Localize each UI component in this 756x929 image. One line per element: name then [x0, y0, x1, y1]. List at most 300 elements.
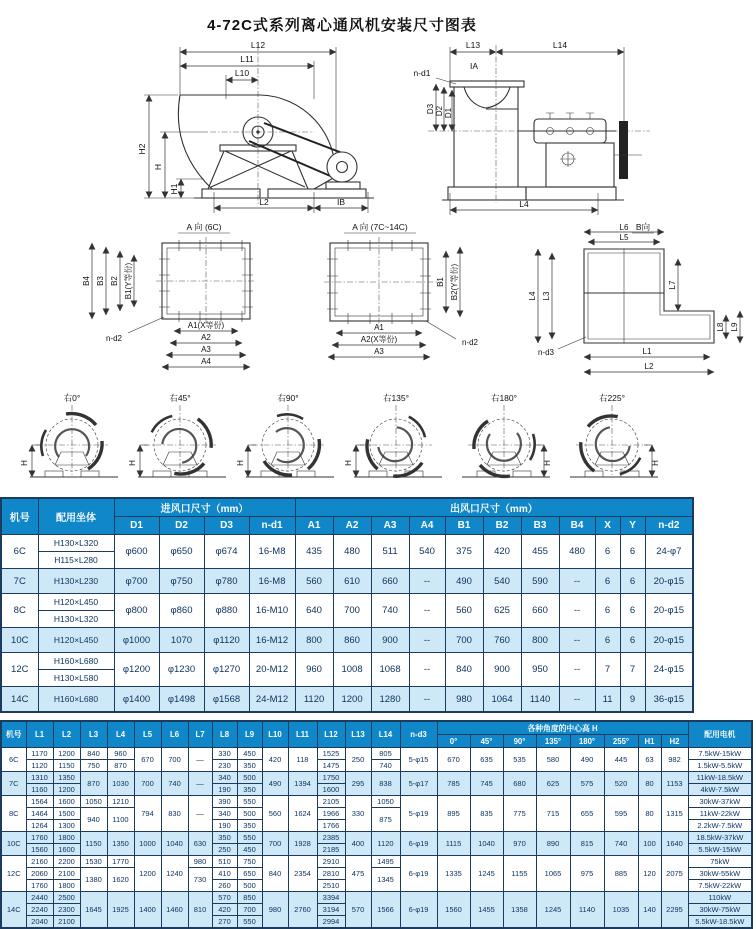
dim-label-l1: L1: [642, 347, 652, 356]
dimension-cell: 2100: [53, 868, 80, 880]
dimension-cell: 1140: [570, 892, 604, 929]
dimension-cell: 1335: [437, 856, 470, 892]
dimension-cell: 9: [620, 687, 645, 713]
column-header: D1: [114, 517, 159, 535]
column-header: n-d2: [645, 517, 693, 535]
dimension-cell: 24-M12: [249, 687, 295, 713]
dimension-cell: 625: [483, 594, 521, 628]
dimension-cell: 1200: [333, 687, 371, 713]
dimension-cell: 550: [237, 796, 262, 808]
column-header: L1: [26, 721, 53, 748]
dimension-cell: 1380: [80, 868, 107, 892]
dimension-cell: 16-M8: [249, 569, 295, 594]
column-header: 进风口尺寸（mm）: [114, 498, 295, 517]
dimension-cell: 5.5kW-15kW: [688, 844, 752, 856]
dimension-cell: 1140: [521, 687, 559, 713]
dimension-cell: 1.5kW-5.5kW: [688, 760, 752, 772]
dimension-cell: 1560: [26, 844, 53, 856]
dimension-cell: 1770: [107, 856, 134, 868]
column-header: A2: [333, 517, 371, 535]
machine-id-cell: 7C: [1, 569, 38, 594]
dimension-cell: 575: [570, 772, 604, 796]
dimension-cell: 980: [445, 687, 483, 713]
dimension-cell: 7.5kW-15kW: [688, 748, 752, 760]
dimension-cell: 30kW-37kW: [688, 796, 752, 808]
dimension-cell: 1928: [288, 832, 317, 856]
dimension-cell: 1925: [107, 892, 134, 929]
dimension-cell: 740: [161, 772, 188, 796]
dimension-cell: 980: [262, 892, 288, 929]
column-header: L12: [317, 721, 345, 748]
dimension-cell: 1460: [161, 892, 188, 929]
dimension-cell: 6: [620, 594, 645, 628]
dimension-cell: 1065: [536, 856, 570, 892]
dimension-cell: 1150: [80, 832, 107, 856]
dimension-cell: 445: [604, 748, 638, 772]
column-header: B2: [483, 517, 521, 535]
dimension-cell: 794: [134, 796, 161, 832]
dim-label-a2: A2(X等份): [360, 335, 398, 344]
dimension-cell: 700: [237, 904, 262, 916]
dimension-cell: 1030: [107, 772, 134, 796]
dimension-cell: 63: [638, 748, 661, 772]
dimension-cell: 680: [503, 772, 536, 796]
dimension-cell: 1766: [317, 820, 345, 832]
dimension-cell: 110kW: [688, 892, 752, 904]
dimension-cell: 800: [295, 628, 333, 653]
dimension-cell: —: [188, 796, 212, 832]
dimension-cell: 16-M8: [249, 535, 295, 569]
dimension-cell: 1050: [371, 796, 400, 808]
machine-id-cell: 14C: [1, 892, 26, 929]
dim-label-ib: IB: [336, 197, 346, 207]
dimension-cell: 510: [212, 856, 237, 868]
dimension-cell: 580: [536, 748, 570, 772]
dimension-cell: 480: [333, 535, 371, 569]
dim-label-l4: L4: [528, 291, 537, 301]
machine-id-cell: 8C: [1, 796, 26, 832]
machine-id-cell: 6C: [1, 535, 38, 569]
dimension-cell: 840: [80, 748, 107, 760]
rotation-angle-label: 右135°: [382, 393, 410, 403]
dimension-cell: H120×L450: [38, 628, 114, 653]
dim-label-l2: L2: [644, 362, 654, 371]
dim-label-h2: H2: [137, 143, 147, 155]
machine-id-cell: 8C: [1, 594, 38, 628]
dimension-cell: --: [559, 653, 595, 687]
dimension-cell: 490: [445, 569, 483, 594]
column-header: L14: [371, 721, 400, 748]
dimension-cell: 750: [80, 760, 107, 772]
dimension-cell: --: [409, 594, 445, 628]
dimension-cell: φ1498: [159, 687, 204, 713]
dimension-cell: 1564: [26, 796, 53, 808]
dim-label-l8: L8: [716, 322, 725, 332]
dimension-cell: 420: [262, 748, 288, 772]
dimension-cell: 1100: [107, 808, 134, 832]
dimension-cell: 500: [237, 880, 262, 892]
dimension-cell: 625: [536, 772, 570, 796]
dim-label-h: H: [651, 460, 660, 466]
rotation-angle-label: 右0°: [63, 393, 81, 403]
dimension-cell: 2385: [317, 832, 345, 844]
dimension-cell: 2060: [26, 868, 53, 880]
dimension-cell: 700: [333, 594, 371, 628]
dimension-cell: 2994: [317, 916, 345, 929]
dimension-cell: φ600: [114, 535, 159, 569]
dimension-cell: 1064: [483, 687, 521, 713]
dimension-cell: 2440: [26, 892, 53, 904]
column-header: 各种角度的中心高 H: [437, 721, 688, 735]
dimension-cell: 1240: [161, 856, 188, 892]
dimension-cell: --: [559, 569, 595, 594]
column-header: L2: [53, 721, 80, 748]
dimension-cell: —: [188, 748, 212, 772]
dimension-cell: H120×L450: [38, 594, 114, 611]
column-header: L7: [188, 721, 212, 748]
dimension-cell: 550: [237, 832, 262, 844]
column-header: L10: [262, 721, 288, 748]
dimension-cell: 1210: [107, 796, 134, 808]
dimension-cell: 410: [212, 868, 237, 880]
dim-label-b2: B2: [110, 276, 119, 286]
dimension-cell: 511: [371, 535, 409, 569]
dimension-cell: 6-φ19: [400, 856, 437, 892]
dimension-cell: 595: [604, 796, 638, 832]
dimension-cell: 480: [559, 535, 595, 569]
dimension-cell: 660: [371, 569, 409, 594]
dimension-cell: 1115: [437, 832, 470, 856]
dimension-cell: 1500: [53, 808, 80, 820]
dimension-cell: --: [559, 628, 595, 653]
dimension-cell: 630: [188, 832, 212, 856]
dimension-cell: 390: [212, 796, 237, 808]
dimension-cell: 7.5kW-22kW: [688, 880, 752, 892]
dim-label-l5: L5: [619, 233, 629, 242]
installation-dimensions-table: [0, 720, 753, 929]
dimension-cell: 2295: [661, 892, 688, 929]
dimension-cell: 6: [620, 569, 645, 594]
dim-label-h1: H1: [169, 183, 179, 195]
column-header: L5: [134, 721, 161, 748]
dimension-cell: 560: [445, 594, 483, 628]
label-n-d2: n-d2: [105, 334, 123, 343]
dimension-cell: 635: [470, 748, 503, 772]
rotation-angle-label: 右180°: [490, 393, 518, 403]
dimension-cell: 550: [237, 916, 262, 929]
dimension-cell: 1040: [161, 832, 188, 856]
dimension-cell: 1464: [26, 808, 53, 820]
dimension-cell: H115×L280: [38, 552, 114, 569]
dimension-cell: 860: [333, 628, 371, 653]
dim-label-d2: D2: [435, 105, 444, 117]
dimension-cell: 18.5kW-37kW: [688, 832, 752, 844]
dim-label-h: H: [543, 460, 552, 466]
column-header: H2: [661, 735, 688, 748]
rotation-linework: [246, 405, 334, 477]
dim-label-a1: A1: [374, 323, 384, 332]
dimension-cell: 1350: [107, 832, 134, 856]
column-header: A4: [409, 517, 445, 535]
dimension-cell: 1600: [53, 796, 80, 808]
dimension-cell: 6-φ19: [400, 832, 437, 856]
dimension-cell: 640: [295, 594, 333, 628]
machine-id-cell: 12C: [1, 856, 26, 892]
dimension-cell: 650: [237, 868, 262, 880]
dimension-cell: 1245: [470, 856, 503, 892]
rotation-linework: [138, 401, 226, 483]
dimension-cell: 7: [595, 653, 620, 687]
dimension-cell: 80: [638, 796, 661, 832]
dimension-cell: 2.2kW-7.5kW: [688, 820, 752, 832]
dimension-cell: 6: [595, 628, 620, 653]
dim-label-b2: B2(Y等份): [450, 263, 459, 301]
dimension-cell: 1150: [53, 760, 80, 772]
dim-label-l3: L3: [542, 291, 551, 301]
dimension-cell: 330: [345, 796, 371, 832]
dimension-cell: 16-M10: [249, 594, 295, 628]
dimension-cell: 570: [345, 892, 371, 929]
dimension-cell: 610: [333, 569, 371, 594]
dimension-cell: 6-φ19: [400, 892, 437, 929]
dimension-cell: 2760: [288, 892, 317, 929]
dimension-cell: 350: [237, 784, 262, 796]
dimension-cell: 250: [212, 844, 237, 856]
table-row: [1, 653, 693, 670]
dimension-cell: 570: [212, 892, 237, 904]
dimension-cell: 20-M12: [249, 653, 295, 687]
dimension-cell: H130×L230: [38, 569, 114, 594]
dimension-cell: 1966: [317, 808, 345, 820]
dimension-cell: 1345: [371, 868, 400, 892]
dimension-cell: 420: [212, 904, 237, 916]
dimension-cell: 190: [212, 784, 237, 796]
dimension-cell: 815: [570, 832, 604, 856]
dimension-cell: 1455: [470, 892, 503, 929]
dimension-cell: φ1120: [204, 628, 249, 653]
rotation-diagram-右180°: [452, 391, 556, 491]
dimension-cell: φ750: [159, 569, 204, 594]
dimension-cell: 830: [161, 796, 188, 832]
rotation-angle-label: 右90°: [277, 393, 299, 403]
fan-side-view-drawing: [118, 37, 398, 219]
dimension-cell: φ800: [114, 594, 159, 628]
dimension-cell: 5.5kW-18.5kW: [688, 916, 752, 929]
dimension-cell: --: [409, 628, 445, 653]
dimension-cell: φ780: [204, 569, 249, 594]
dimension-cell: 1200: [134, 856, 161, 892]
dimension-cell: 870: [107, 760, 134, 772]
table-row: [1, 594, 693, 611]
dimension-cell: --: [409, 569, 445, 594]
column-header: 180°: [570, 735, 604, 748]
dimension-cell: 750: [237, 856, 262, 868]
dimension-cell: 350: [237, 820, 262, 832]
dimension-cell: 730: [188, 868, 212, 892]
dimension-cell: 2105: [317, 796, 345, 808]
dimension-cell: 890: [536, 832, 570, 856]
dimension-cell: φ1400: [114, 687, 159, 713]
dimension-cell: 1264: [26, 820, 53, 832]
dimension-cell: φ1230: [159, 653, 204, 687]
dimension-cell: 810: [188, 892, 212, 929]
dimension-cell: 1315: [661, 796, 688, 832]
view-title-a-6c: A 向 (6C): [186, 222, 222, 232]
rotation-diagram-右90°: [236, 391, 340, 491]
dimension-cell: 950: [521, 653, 559, 687]
dimension-cell: 1560: [437, 892, 470, 929]
dimension-cell: 80: [638, 772, 661, 796]
dim-label-b4: B4: [82, 276, 91, 286]
dimension-cell: 785: [437, 772, 470, 796]
column-header: 45°: [470, 735, 503, 748]
dimension-cell: 120: [638, 856, 661, 892]
dimension-cell: 3394: [317, 892, 345, 904]
column-header: B3: [521, 517, 559, 535]
column-header: L13: [345, 721, 371, 748]
dimension-cell: 655: [570, 796, 604, 832]
flange-views-row: [0, 221, 739, 387]
dimension-cell: --: [409, 687, 445, 713]
dimension-cell: φ674: [204, 535, 249, 569]
dimension-cell: 840: [262, 856, 288, 892]
dimension-cell: 2075: [661, 856, 688, 892]
page-title: 4-72C式系列离心通风机安装尺寸图表: [207, 17, 477, 34]
dimension-cell: φ700: [114, 569, 159, 594]
flange-6c-linework: [92, 233, 256, 367]
table-row: [1, 796, 752, 808]
dimension-cell: 30kW-75kW: [688, 904, 752, 916]
dimension-cell: φ1000: [114, 628, 159, 653]
table-row: [1, 832, 752, 844]
column-header: A3: [371, 517, 409, 535]
dimension-cell: 670: [134, 748, 161, 772]
dimension-cell: 490: [262, 772, 288, 796]
dim-label-l13: L13: [465, 40, 481, 50]
dimension-cell: 700: [262, 832, 288, 856]
dimension-cell: 850: [237, 892, 262, 904]
dimension-cell: 2354: [288, 856, 317, 892]
dimension-cell: φ1200: [114, 653, 159, 687]
dimension-cell: 2160: [26, 856, 53, 868]
dimension-cell: 1400: [134, 892, 161, 929]
dim-label-b3: B3: [96, 276, 105, 286]
rotation-linework: [354, 405, 442, 489]
dimension-cell: 960: [295, 653, 333, 687]
dimension-cell: 270: [212, 916, 237, 929]
column-header: 出风口尺寸（mm）: [295, 498, 693, 517]
dimension-cell: 11kW-18.5kW: [688, 772, 752, 784]
dimension-cell: 805: [371, 748, 400, 760]
dim-label-l2: L2: [259, 197, 269, 207]
column-header: 135°: [536, 735, 570, 748]
dimension-cell: 900: [371, 628, 409, 653]
dim-label-a2: A2: [201, 333, 211, 342]
dimension-cell: 375: [445, 535, 483, 569]
dim-label-h: H: [128, 460, 137, 466]
rotation-diagram-右135°: [344, 391, 448, 491]
machine-id-cell: 10C: [1, 628, 38, 653]
dimension-cell: 100: [638, 832, 661, 856]
column-header: n-d3: [400, 721, 437, 748]
label-n-d3: n-d3: [537, 348, 555, 357]
dimension-cell: 900: [483, 653, 521, 687]
dimension-cell: --: [559, 687, 595, 713]
table-row: [1, 856, 752, 868]
top-drawings-row: [0, 37, 684, 219]
machine-id-cell: 7C: [1, 772, 26, 796]
dimension-cell: 960: [107, 748, 134, 760]
dimension-cell: 450: [237, 844, 262, 856]
dimension-cell: 540: [409, 535, 445, 569]
dimension-cell: H160×L680: [38, 687, 114, 713]
dimension-cell: 1050: [80, 796, 107, 808]
table-row: [1, 628, 693, 653]
dimension-cell: 1000: [134, 832, 161, 856]
dimension-cell: --: [409, 653, 445, 687]
rotation-angle-label: 右225°: [598, 393, 626, 403]
dim-label-b1: B1(Y等份): [124, 262, 133, 300]
column-header: B4: [559, 517, 595, 535]
dimension-cell: 16-M12: [249, 628, 295, 653]
column-header: 配用电机: [688, 721, 752, 748]
dimension-cell: 975: [570, 856, 604, 892]
dimension-cell: 660: [521, 594, 559, 628]
dimension-cell: 1566: [371, 892, 400, 929]
dimension-cell: 560: [295, 569, 333, 594]
dim-label-l14: L14: [552, 40, 568, 50]
dimension-cell: 740: [371, 594, 409, 628]
dimension-cell: 2810: [317, 868, 345, 880]
dim-label-l4: L4: [519, 199, 529, 209]
column-header: 0°: [437, 735, 470, 748]
dimension-cell: 1068: [371, 653, 409, 687]
flange-view-b: [522, 221, 756, 387]
dimension-cell: 230: [212, 760, 237, 772]
dim-label-h: H: [20, 460, 29, 466]
column-header: L8: [212, 721, 237, 748]
dimension-cell: H130×L580: [38, 670, 114, 687]
column-header: 255°: [604, 735, 638, 748]
dimension-cell: 740: [604, 832, 638, 856]
column-header: 配用坐体: [38, 498, 114, 535]
dimension-cell: 1120: [295, 687, 333, 713]
dimension-cell: 36-φ15: [645, 687, 693, 713]
dim-label-l9: L9: [730, 322, 739, 332]
dimension-cell: 2300: [53, 904, 80, 916]
dimension-cell: φ860: [159, 594, 204, 628]
dimension-cell: 75kW: [688, 856, 752, 868]
dimension-cell: 775: [503, 796, 536, 832]
dimension-cell: 1358: [503, 892, 536, 929]
dimension-cell: 490: [570, 748, 604, 772]
dimension-cell: 1200: [53, 748, 80, 760]
dimension-cell: 2240: [26, 904, 53, 916]
dimension-cell: 30kW-55kW: [688, 868, 752, 880]
dimension-cell: 1120: [371, 832, 400, 856]
dimension-cell: 5-φ17: [400, 772, 437, 796]
dimension-cell: 6: [595, 569, 620, 594]
table-row: [1, 569, 693, 594]
dimension-cell: 1300: [53, 820, 80, 832]
rotation-angle-label: 右45°: [169, 393, 191, 403]
column-header: D3: [204, 517, 249, 535]
label-ia: IA: [469, 61, 479, 71]
dimension-cell: 670: [437, 748, 470, 772]
dimension-cell: 350: [212, 832, 237, 844]
dimension-cell: 560: [262, 796, 288, 832]
dim-label-l12: L12: [250, 40, 266, 50]
